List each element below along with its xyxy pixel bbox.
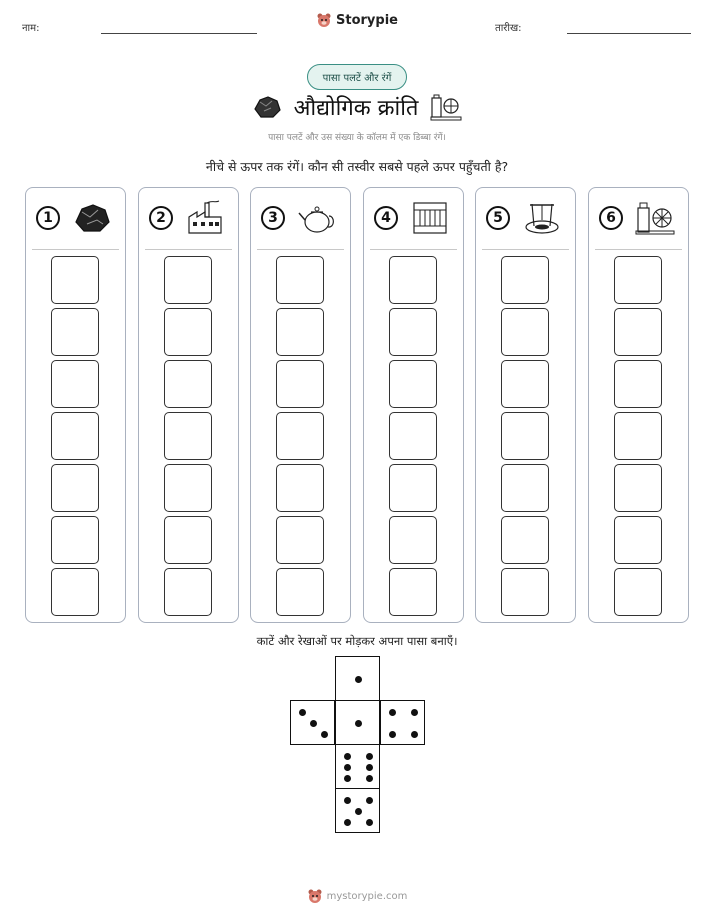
page-title: औद्योगिक क्रांति bbox=[293, 96, 419, 121]
color-box[interactable] bbox=[389, 360, 437, 408]
color-box[interactable] bbox=[276, 412, 324, 460]
color-box[interactable] bbox=[614, 516, 662, 564]
color-box[interactable] bbox=[501, 308, 549, 356]
die-pip bbox=[389, 731, 396, 738]
die-pip bbox=[344, 764, 351, 771]
die-face-center bbox=[335, 700, 380, 745]
footer bbox=[0, 888, 714, 904]
column-number: 4 bbox=[374, 206, 398, 230]
color-box[interactable] bbox=[501, 256, 549, 304]
die-face-bottom bbox=[335, 788, 380, 833]
color-box[interactable] bbox=[276, 256, 324, 304]
die-pip bbox=[366, 819, 373, 826]
teapot-icon bbox=[297, 200, 337, 236]
color-box[interactable] bbox=[164, 568, 212, 616]
bear-icon bbox=[307, 888, 323, 904]
color-box[interactable] bbox=[51, 360, 99, 408]
color-box[interactable] bbox=[51, 256, 99, 304]
cut-instruction: काटें और रेखाओं पर मोड़कर अपना पासा बनाएँ। bbox=[256, 634, 458, 648]
color-box[interactable] bbox=[276, 516, 324, 564]
die-pip bbox=[366, 775, 373, 782]
subtitle: पासा पलटें और उस संख्या के कॉलम में एक डिब्बा रंगें। bbox=[268, 133, 446, 143]
column-number: 1 bbox=[36, 206, 60, 230]
color-box[interactable] bbox=[614, 256, 662, 304]
column-4 bbox=[363, 187, 464, 623]
color-box[interactable] bbox=[164, 308, 212, 356]
steam-engine-icon bbox=[430, 93, 462, 121]
die-pip bbox=[299, 709, 306, 716]
color-box[interactable] bbox=[276, 308, 324, 356]
title-row bbox=[0, 92, 714, 122]
column-number: 2 bbox=[149, 206, 173, 230]
color-box[interactable] bbox=[614, 464, 662, 512]
die-pip bbox=[344, 775, 351, 782]
color-box[interactable] bbox=[389, 464, 437, 512]
color-box[interactable] bbox=[51, 412, 99, 460]
die-pip bbox=[355, 676, 362, 683]
die-pip bbox=[344, 819, 351, 826]
column-6 bbox=[588, 187, 689, 623]
color-box[interactable] bbox=[276, 464, 324, 512]
die-face-lower bbox=[335, 744, 380, 789]
footer-url[interactable]: mystorypie.com bbox=[326, 890, 408, 902]
column-1 bbox=[25, 187, 126, 623]
name-label: नाम: bbox=[22, 23, 40, 34]
die-pip bbox=[344, 797, 351, 804]
die-pip bbox=[310, 720, 317, 727]
brand-logo bbox=[0, 12, 714, 28]
activity-badge: पासा पलटें और रंगें bbox=[307, 64, 407, 90]
color-box[interactable] bbox=[614, 308, 662, 356]
die-pip bbox=[355, 808, 362, 815]
color-box[interactable] bbox=[51, 308, 99, 356]
column-2 bbox=[138, 187, 239, 623]
die-pip bbox=[355, 720, 362, 727]
color-box[interactable] bbox=[501, 412, 549, 460]
color-box[interactable] bbox=[389, 568, 437, 616]
color-box[interactable] bbox=[614, 412, 662, 460]
column-number: 3 bbox=[261, 206, 285, 230]
name-line[interactable] bbox=[101, 33, 257, 34]
color-box[interactable] bbox=[51, 516, 99, 564]
color-box[interactable] bbox=[501, 568, 549, 616]
bear-icon bbox=[316, 12, 332, 28]
brand-name: Storypie bbox=[336, 12, 398, 28]
column-3 bbox=[250, 187, 351, 623]
color-box[interactable] bbox=[51, 568, 99, 616]
date-line[interactable] bbox=[567, 33, 691, 34]
date-label: तारीख: bbox=[495, 23, 522, 34]
color-box[interactable] bbox=[164, 360, 212, 408]
color-box[interactable] bbox=[501, 516, 549, 564]
die-pip bbox=[366, 764, 373, 771]
color-box[interactable] bbox=[164, 516, 212, 564]
steam-engine-icon bbox=[635, 200, 675, 236]
mine-shaft-icon bbox=[522, 200, 562, 236]
color-box[interactable] bbox=[389, 256, 437, 304]
die-face-left bbox=[290, 700, 335, 745]
color-box[interactable] bbox=[51, 464, 99, 512]
die-net[interactable] bbox=[290, 656, 425, 836]
color-box[interactable] bbox=[276, 568, 324, 616]
color-box[interactable] bbox=[389, 412, 437, 460]
color-box[interactable] bbox=[164, 464, 212, 512]
die-face-top bbox=[335, 656, 380, 701]
color-box[interactable] bbox=[501, 360, 549, 408]
instruction: नीचे से ऊपर तक रंगें। कौन सी तस्वीर सबसे पहले ऊपर पहुँचती है? bbox=[205, 159, 509, 174]
color-box[interactable] bbox=[614, 360, 662, 408]
die-pip bbox=[366, 797, 373, 804]
loom-icon bbox=[410, 200, 450, 236]
color-box[interactable] bbox=[614, 568, 662, 616]
die-pip bbox=[389, 709, 396, 716]
die-pip bbox=[344, 753, 351, 760]
color-box[interactable] bbox=[164, 412, 212, 460]
factory-icon bbox=[185, 200, 225, 236]
color-box[interactable] bbox=[501, 464, 549, 512]
coal-icon bbox=[72, 200, 112, 236]
die-pip bbox=[366, 753, 373, 760]
die-pip bbox=[411, 709, 418, 716]
column-number: 6 bbox=[599, 206, 623, 230]
coal-icon bbox=[252, 94, 282, 120]
die-pip bbox=[411, 731, 418, 738]
color-box[interactable] bbox=[389, 308, 437, 356]
column-number: 5 bbox=[486, 206, 510, 230]
color-box[interactable] bbox=[389, 516, 437, 564]
column-5 bbox=[475, 187, 576, 623]
die-face-right bbox=[380, 700, 425, 745]
color-box[interactable] bbox=[276, 360, 324, 408]
color-box[interactable] bbox=[164, 256, 212, 304]
die-pip bbox=[321, 731, 328, 738]
